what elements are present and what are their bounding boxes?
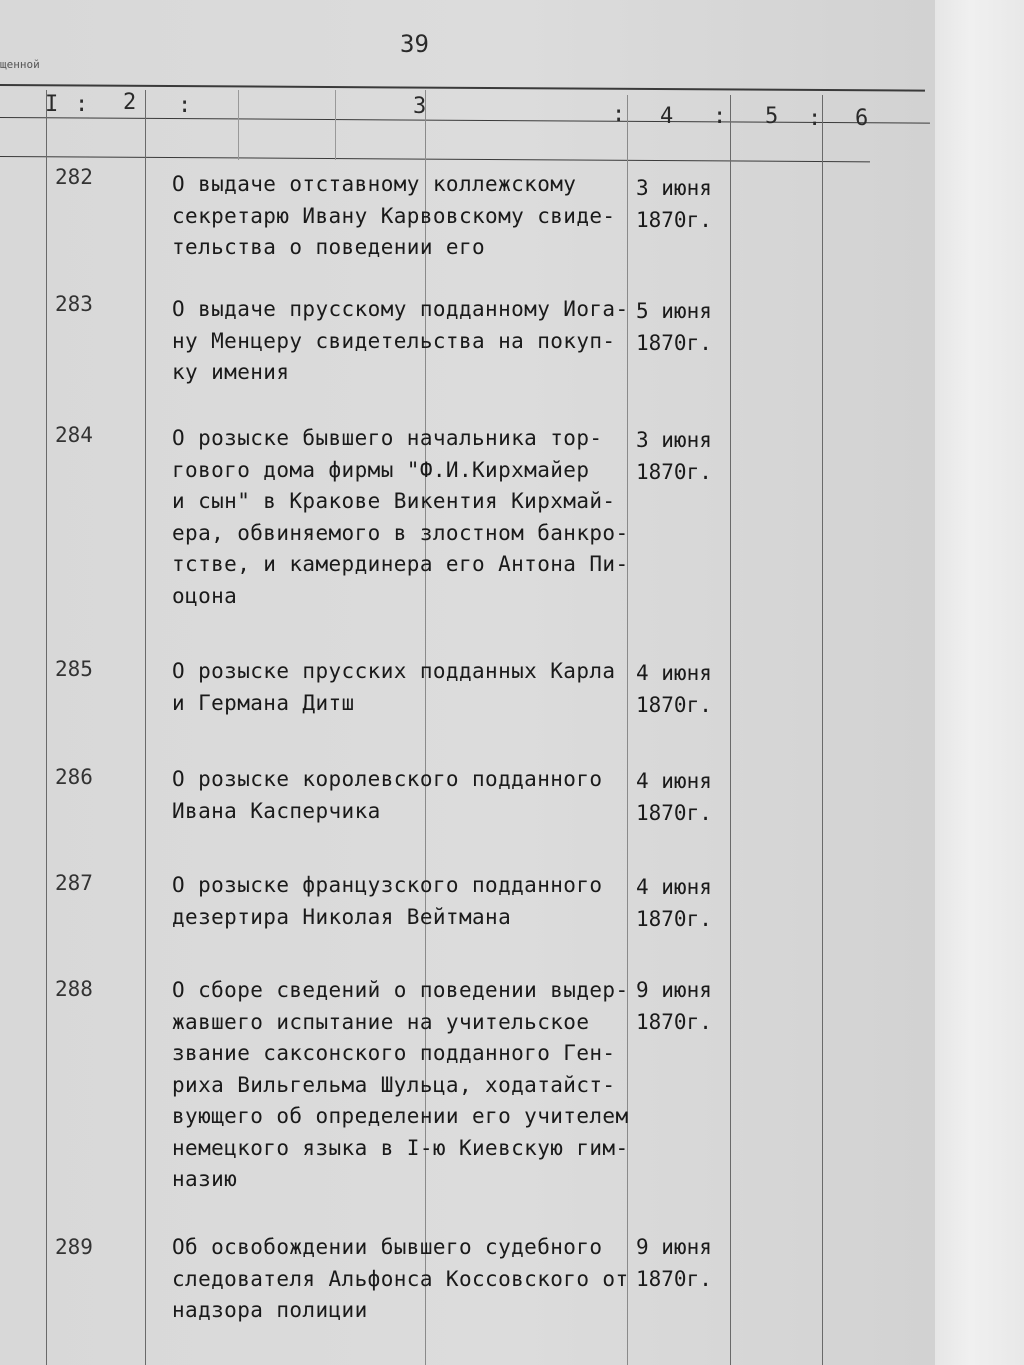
entry-date: 4 июня 1870г. bbox=[636, 769, 712, 825]
entry-date: 4 июня 1870г. bbox=[636, 661, 712, 717]
entry-number: 287 bbox=[55, 871, 93, 895]
entry-description: Об освобождении бывшего судебного следователя Альфонса Коссовского от надзора полиции bbox=[172, 1235, 629, 1322]
entry-date: 5 июня 1870г. bbox=[636, 299, 712, 355]
column-divider-1 bbox=[46, 90, 47, 1365]
entry-description: О сборе сведений о поведении выдер- жавшего испытание на учительское звание саксонского подданного Ген- риха Вильгельма Шульца, ходатайст- вующего об определении его учителем немецкого языка в I-ю Киевскую гим- назию bbox=[172, 978, 629, 1191]
column-separator: : bbox=[713, 104, 727, 129]
entry-number: 284 bbox=[55, 423, 93, 447]
entry-number: 289 bbox=[55, 1235, 93, 1259]
column-number-1: I bbox=[45, 92, 59, 117]
entry-date: 4 июня 1870г. bbox=[636, 875, 712, 931]
column-number-5: 5 bbox=[765, 104, 779, 129]
entry-description: О выдаче отставному коллежскому секретарю Ивану Карвовскому свиде- тельства о поведении его bbox=[172, 172, 616, 259]
page-edge bbox=[935, 0, 1024, 1365]
column-divider-4 bbox=[335, 90, 336, 160]
entry-number: 286 bbox=[55, 765, 93, 789]
column-number-6: 6 bbox=[855, 106, 869, 131]
column-divider-3 bbox=[238, 90, 239, 160]
entry-description: О выдаче прусскому подданному Иога- ну Менцеру свидетельства на покуп- ку имения bbox=[172, 297, 629, 384]
entry-description: О розыске французского подданного дезертира Николая Вейтмана bbox=[172, 873, 603, 929]
entry-description: О розыске прусских подданных Карла и Германа Дитш bbox=[172, 659, 616, 715]
column-separator: : bbox=[178, 93, 192, 118]
column-divider-2 bbox=[145, 90, 146, 1365]
entry-number: 285 bbox=[55, 657, 93, 681]
entry-date: 9 июня 1870г. bbox=[636, 978, 712, 1034]
entry-description: О розыске королевского подданного Ивана Касперчика bbox=[172, 767, 603, 823]
column-divider-7 bbox=[730, 95, 731, 1365]
corner-note: щенной bbox=[0, 58, 40, 71]
column-number-2: 2 bbox=[123, 90, 137, 115]
entry-number: 288 bbox=[55, 977, 93, 1001]
entry-date: 9 июня 1870г. bbox=[636, 1235, 712, 1291]
column-separator: : bbox=[75, 92, 89, 117]
entry-number: 282 bbox=[55, 165, 93, 189]
page-number: 39 bbox=[400, 30, 429, 58]
column-divider-8 bbox=[822, 95, 823, 1365]
column-number-4: 4 bbox=[660, 104, 674, 129]
column-number-3: 3 bbox=[413, 94, 427, 119]
column-separator: : bbox=[808, 106, 822, 131]
entry-date: 3 июня 1870г. bbox=[636, 428, 712, 484]
entry-date: 3 июня 1870г. bbox=[636, 176, 712, 232]
entry-description: О розыске бывшего начальника тор- гового дома фирмы "Ф.И.Кирхмайер и сын" в Кракове Викентия Кирхмай- ера, обвиняемого в злостном банкро- тстве, и камердинера его Антона Пи- оцона bbox=[172, 426, 629, 608]
entry-number: 283 bbox=[55, 292, 93, 316]
column-separator: : bbox=[612, 102, 626, 127]
